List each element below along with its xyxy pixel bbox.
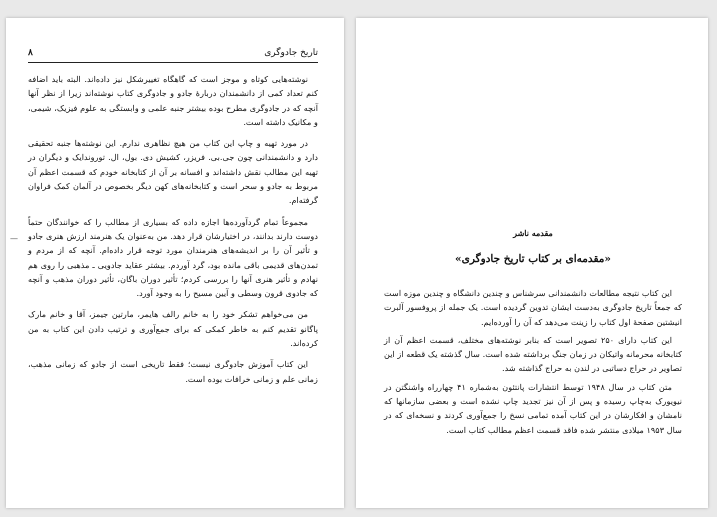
paragraph: من می‌خواهم تشکر خود را به خانم رالف هایمر، مارتین جیمز، آقا و خانم مارک پاگانو تقدیم کنم به خاطر کمکی که برای جمع‌آوری و ترتیب دادن این کتاب به من کرده‌اند. [28,309,318,349]
section-label: مقدمه ناشر [513,228,553,238]
margin-mark: — [10,234,18,243]
paragraph: این کتاب دارای ۲۵۰ تصویر است که بنابر نوشته‌های مختلف، قسمت اعظم آن از کتابخانه محرمانه واتیکان در زمان جنگ برداشته شده است. سال گذشته یک قطعه از این تصاویر در حراج دساتبی در لندن به حراج گذاشته شد. [384,334,682,374]
paragraph: متن کتاب در سال ۱۹۴۸ توسط انتشارات پانتئون به‌شماره ۴۱ چهارراه واشنگتن در نیویورک به‌چاپ رسیده و پس از آن نیز تجدید چاپ نشده است و بعضی سازمانها که نامشان و افکارشان در این کتاب آمده تمامی نسخ را جمع‌آوری کردند و نسخه‌ای که در سال ۱۹۵۳ میلادی منتشر شده فاقد قسمت اعظم مطالب کتاب است. [384,381,682,435]
page-number: ۸ [28,48,33,58]
paragraph: در مورد تهیه و چاپ این کتاب من هیچ نظاهری ندارم. این نوشته‌ها جنبه تحقیقی دارد و دانشمندانی چون جی.بی. فریزر، کشیش دی. بول، ال. توروندایک و دیگران در تهیه این مطالب نقش داشته‌اند و افسانه بر آن از کتابخانه خودم که قسمت اعظم آن مربوط به جادو و سحر است و کتابخانه‌های کهن دیگر بخصوص در آلمان کمک فراوان گرفته‌ام. [28,138,318,206]
chapter-title: «مقدمه‌ای بر کتاب تاریخ جادوگری» [455,253,611,265]
right-page [356,18,708,508]
running-header [28,46,318,63]
header-title: تاریخ جادوگری [264,48,318,58]
paragraph: این کتاب نتیجه مطالعات دانشمندانی سرشناس و چندین دانشگاه و چندین موزه است که جمعاً تاریخ جادوگری به‌دست ایشان تدوین گردیده است. یک جمله از پروفسور آلبرت انیشتین صفحهٔ اول کتاب را زینت می‌دهد که آن را آورده‌ایم. [384,288,682,327]
right-page-body [384,286,682,441]
paragraph: این کتاب آموزش جادوگری نیست؛ فقط تاریخی است از جادو که زمانی مذهب، زمانی علم و زمانی خرافات بوده است. [28,359,318,384]
paragraph: مجموعاً تمام گردآورده‌ها اجازه داده که بسیاری از مطالب را که خوانندگان حتماً دوست دارند بدانند، در اختیارشان قرار دهد. من به‌عنوان یک هنرمند ارزش هنری جادو و تأثیر آن را بر اندیشه‌های هنرمندان مورد توجه قرار داده‌ام. آنچه که از مردم و تمدن‌های قدیمی باقی مانده بود، گرد آوردم. بیشتر عقاید جادویی ـ مذهبی را روی هم نهادم و تأثیر هنری آنها را بررسی کردم؛ تأثیر دوران باگان، تأثیر دوران مذهب و آنچه که جادوی قرون وسطی و آیین مسیح را به وجود آورد. [28,216,318,299]
paragraph: نوشته‌هایی کوتاه و موجز است که گاهگاه تغییرشکل نیز داده‌اند. البته باید اضافه کنم تعداد کمی از دانشمندان دربارهٔ جادو و جادوگری کتاب نوشته‌اند زیرا از نظر آنها آنچه که در جادوگری مطرح بوده بیشتر جنبه علمی و وابستگی به علوم فیزیک، شیمی، و مکانیک داشته است. [28,74,318,127]
left-page-body [28,72,318,393]
left-page [6,18,344,508]
